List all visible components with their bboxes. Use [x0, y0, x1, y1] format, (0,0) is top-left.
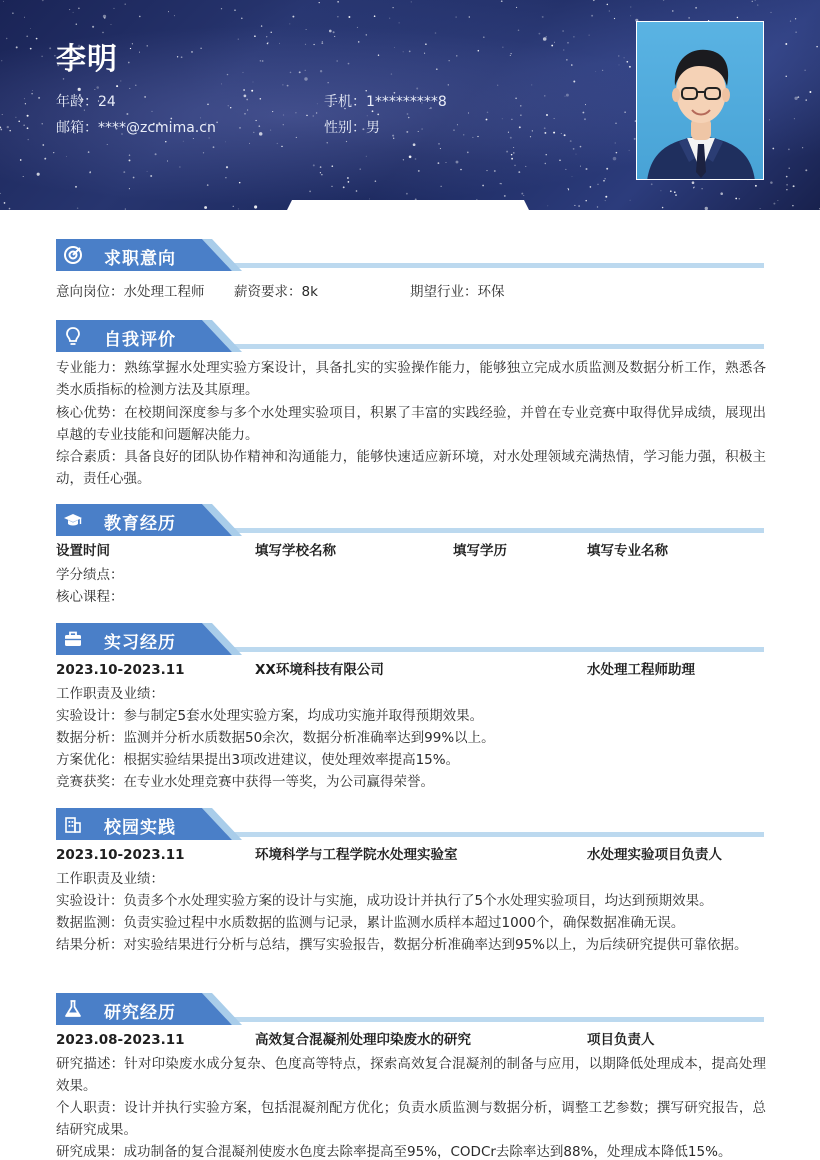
research-role: 项目负责人	[587, 1032, 655, 1048]
self-eval-paragraph-2: 核心优势：在校期间深度参与多个水处理实验项目，积累了丰富的实践经验，并曾在专业竞赛中取得优异成绩，展现出卓越的专业技能和问题解决能力。	[56, 405, 766, 443]
phone-value: 1*********8	[366, 94, 447, 110]
internship-line-4: 方案优化：根据实验结果提出3项改进建议，使处理效率提高15%。	[56, 752, 460, 768]
age-field	[56, 91, 116, 111]
section-title-self-eval: 自我评价	[104, 330, 176, 350]
research-line-2: 个人职责：设计并执行实验方案，包括混凝剂配方优化；负责水质监测与数据分析，调整工艺参数；撰写研究报告，总结研究成果。	[56, 1100, 766, 1138]
candidate-name: 李明	[56, 42, 118, 77]
briefcase-icon	[63, 629, 83, 649]
section-header-intent	[56, 239, 764, 271]
education-time: 设置时间	[56, 543, 110, 559]
header-banner	[0, 0, 820, 210]
education-degree: 填写学历	[453, 543, 507, 559]
education-major: 填写专业名称	[587, 543, 668, 559]
self-eval-paragraph-1: 专业能力：熟练掌握水处理实验方案设计，具备扎实的实验操作能力，能够独立完成水质监测及数据分析工作，熟悉各类水质指标的检测方法及其原理。	[56, 360, 766, 398]
education-gpa: 学分绩点：	[56, 567, 124, 583]
campus-line-4: 结果分析：对实验结果进行分析与总结，撰写实验报告，数据分析准确率达到95%以上，为后续研究提供可靠依据。	[56, 937, 748, 953]
campus-line-2: 实验设计：负责多个水处理实验方案的设计与实施，成功设计并执行了5个水处理实验项目，均达到预期效果。	[56, 893, 713, 909]
campus-time: 2023.10-2023.11	[56, 847, 185, 863]
intent-position: 意向岗位：水处理工程师	[56, 284, 205, 300]
campus-role: 水处理实验项目负责人	[587, 847, 722, 863]
section-header-research	[56, 993, 764, 1025]
internship-company: XX环境科技有限公司	[255, 662, 384, 678]
self-eval-paragraph-3: 综合素质：具备良好的团队协作精神和沟通能力，能够快速适应新环境，对水处理领域充满热情，学习能力强，积极主动，责任心强。	[56, 449, 766, 487]
education-courses: 核心课程：	[56, 589, 124, 605]
intent-salary: 薪资要求：8k	[234, 284, 318, 300]
section-title-campus: 校园实践	[104, 818, 176, 838]
email-field	[56, 117, 216, 137]
flask-icon	[63, 999, 83, 1019]
email-label: 邮箱：	[56, 120, 98, 136]
lightbulb-icon	[63, 326, 83, 346]
portrait-illustration	[637, 22, 764, 180]
section-header-self-eval	[56, 320, 764, 352]
gender-field	[324, 117, 380, 137]
internship-time: 2023.10-2023.11	[56, 662, 185, 678]
section-title-internship: 实习经历	[104, 633, 176, 653]
education-school: 填写学校名称	[255, 543, 336, 559]
campus-line-1: 工作职责及业绩：	[56, 871, 164, 887]
section-title-research: 研究经历	[104, 1003, 176, 1023]
phone-field	[324, 91, 447, 111]
target-icon	[63, 245, 83, 265]
research-line-3: 研究成果：成功制备的复合混凝剂使废水色度去除率提高至95%，CODCr去除率达到88%，处理成本降低15%。	[56, 1144, 732, 1160]
gender-label: 性别：	[324, 120, 366, 136]
campus-line-3: 数据监测：负责实验过程中水质数据的监测与记录，累计监测水质样本超过1000个，确保数据准确无误。	[56, 915, 685, 931]
gender-value: 男	[366, 120, 380, 136]
section-header-internship	[56, 623, 764, 655]
section-header-education	[56, 504, 764, 536]
internship-line-5: 竞赛获奖：在专业水处理竞赛中获得一等奖，为公司赢得荣誉。	[56, 774, 434, 790]
age-label: 年龄：	[56, 94, 98, 110]
age-value: 24	[98, 94, 116, 110]
internship-line-2: 实验设计：参与制定5套水处理实验方案，均成功实施并取得预期效果。	[56, 708, 484, 724]
research-line-1: 研究描述：针对印染废水成分复杂、色度高等特点，探索高效复合混凝剂的制备与应用，以期降低处理成本，提高处理效果。	[56, 1056, 766, 1094]
section-title-education: 教育经历	[104, 514, 176, 534]
internship-line-1: 工作职责及业绩：	[56, 686, 164, 702]
internship-line-3: 数据分析：监测并分析水质数据50余次，数据分析准确率达到99%以上。	[56, 730, 495, 746]
phone-label: 手机：	[324, 94, 366, 110]
research-project: 高效复合混凝剂处理印染废水的研究	[255, 1032, 471, 1048]
graduation-cap-icon	[63, 510, 83, 530]
internship-role: 水处理工程师助理	[587, 662, 695, 678]
intent-industry: 期望行业：环保	[410, 284, 505, 300]
campus-org: 环境科学与工程学院水处理实验室	[255, 847, 458, 863]
profile-photo	[636, 21, 764, 180]
research-time: 2023.08-2023.11	[56, 1032, 185, 1048]
section-header-campus	[56, 808, 764, 840]
building-icon	[63, 814, 83, 834]
email-value: ****@zcmima.cn	[98, 120, 216, 136]
section-title-intent: 求职意向	[104, 249, 176, 269]
header-notch-decoration	[286, 200, 530, 212]
